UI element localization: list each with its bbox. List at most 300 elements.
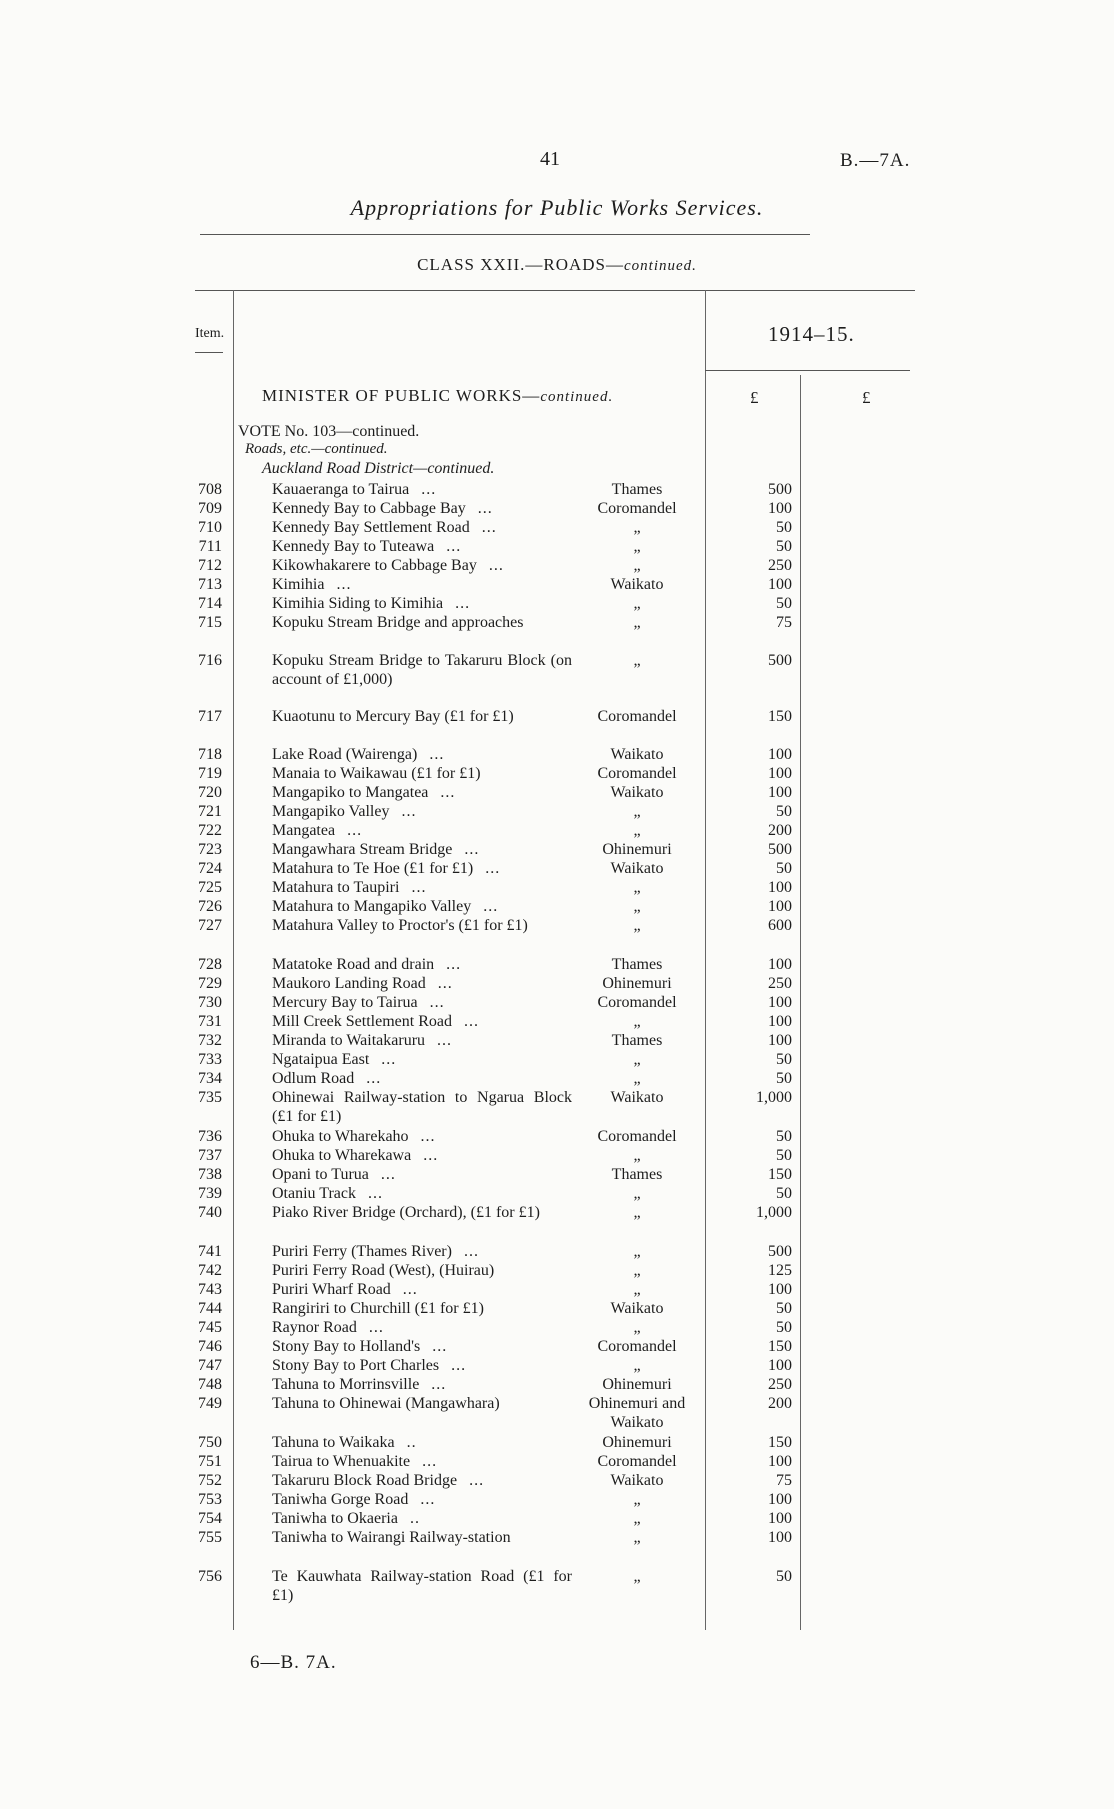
item-amount: 50 (776, 595, 792, 612)
item-description (272, 916, 572, 935)
item-number: 746 (198, 1338, 222, 1355)
class-heading-cont: continued. (624, 258, 697, 274)
item-number: 731 (198, 1013, 222, 1030)
item-amount: 100 (768, 500, 792, 517)
item-description (272, 1012, 572, 1031)
item-number: 745 (198, 1319, 222, 1336)
item-description (272, 955, 572, 974)
item-description-text: Matahura Valley to Proctor's (£1 for £1) (272, 917, 528, 934)
item-amount: 100 (768, 746, 792, 763)
item-district: Coromandel (597, 1453, 677, 1470)
item-district: „ (633, 1319, 641, 1336)
item-description-text: Kikowhakarere to Cabbage Bay (272, 557, 477, 574)
leader-dots: ... (485, 860, 501, 877)
item-district: „ (633, 614, 641, 631)
item-amount: 100 (768, 784, 792, 801)
item-description (272, 859, 572, 878)
item-number: 720 (198, 784, 222, 801)
item-amount: 50 (776, 1319, 792, 1336)
item-district: Waikato (610, 784, 664, 801)
item-description-text: Kimihia Siding to Kimihia (272, 595, 444, 612)
leader-dots: ... (477, 500, 493, 517)
item-district: „ (633, 1491, 641, 1508)
item-amount: 250 (768, 1376, 792, 1393)
item-description (272, 1471, 572, 1490)
item-description-text: Stony Bay to Holland's (272, 1338, 421, 1355)
item-number: 710 (198, 519, 222, 536)
leader-dots: ... (451, 1357, 467, 1374)
item-district: „ (633, 1510, 641, 1527)
item-district: Ohinemuri (602, 975, 672, 992)
item-description-text: Stony Bay to Port Charles (272, 1357, 440, 1374)
item-district: „ (633, 652, 641, 669)
item-number: 727 (198, 917, 222, 934)
item-description-text: Mangatea (272, 822, 336, 839)
item-description-text: Tahuna to Ohinewai (Mangawhara) (272, 1395, 500, 1412)
item-district: „ (633, 1070, 641, 1087)
item-district: Ohinemuri and Waikato (588, 1395, 686, 1431)
item-number: 713 (198, 576, 222, 593)
item-description-text: Puriri Ferry Road (West), (Huirau) (272, 1262, 495, 1279)
item-district: Ohinemuri (602, 1376, 672, 1393)
item-number: 716 (198, 652, 222, 669)
item-description-text: Piako River Bridge (Orchard), (£1 for £1) (272, 1204, 540, 1221)
item-district: Coromandel (597, 708, 677, 725)
item-description-text: Mangapiko Valley (272, 803, 390, 820)
divider-year (705, 370, 910, 371)
item-district: „ (633, 557, 641, 574)
item-amount: 100 (768, 1357, 792, 1374)
item-amount: 50 (776, 1300, 792, 1317)
item-description (272, 840, 572, 859)
item-district: Ohinemuri (602, 1434, 672, 1451)
divider-item (195, 352, 223, 353)
vote-heading: VOTE No. 103—continued. (238, 423, 420, 440)
item-description-text: Puriri Wharf Road (272, 1281, 391, 1298)
item-description (272, 594, 572, 613)
item-amount: 150 (768, 1434, 792, 1451)
district-heading: Auckland Road District—continued. (262, 460, 495, 477)
item-description (272, 1509, 572, 1528)
item-description-text: Odlum Road (272, 1070, 355, 1087)
column-rule-amount (800, 375, 801, 1630)
item-description (272, 1299, 572, 1318)
item-number: 756 (198, 1568, 222, 1585)
item-description-text: Taniwha to Okaeria (272, 1510, 398, 1527)
column-rule-item (233, 290, 234, 1630)
item-description-text: Te Kauwhata Railway-station Road (£1 for £1) (272, 1568, 572, 1604)
item-amount: 50 (776, 1128, 792, 1145)
item-description (272, 1280, 572, 1299)
pound-sign-col1: £ (750, 388, 759, 407)
item-amount: 50 (776, 1185, 792, 1202)
item-description-text: Takaruru Block Road Bridge (272, 1472, 458, 1489)
leader-dots: ... (431, 1376, 447, 1393)
item-district: Coromandel (597, 1128, 677, 1145)
item-description-text: Mercury Bay to Tairua (272, 994, 418, 1011)
leader-dots: ... (380, 1166, 396, 1183)
item-description (272, 1088, 572, 1126)
item-description-text: Taniwha Gorge Road (272, 1491, 409, 1508)
item-amount: 50 (776, 860, 792, 877)
item-description-text: Lake Road (Wairenga) (272, 746, 418, 763)
item-amount: 1,000 (756, 1204, 792, 1221)
item-amount: 125 (768, 1262, 792, 1279)
item-description (272, 1433, 572, 1452)
item-description-text: Kauaeranga to Tairua (272, 481, 410, 498)
leader-dots: .. (406, 1434, 417, 1451)
item-description (272, 1318, 572, 1337)
item-description (272, 1356, 572, 1375)
item-description (272, 1165, 572, 1184)
item-amount: 100 (768, 1510, 792, 1527)
item-district: Waikato (610, 1300, 664, 1317)
item-district: „ (633, 1051, 641, 1068)
item-description (272, 1337, 572, 1356)
item-amount: 50 (776, 1051, 792, 1068)
leader-dots: ... (455, 595, 471, 612)
item-amount: 100 (768, 1281, 792, 1298)
item-district: Waikato (610, 860, 664, 877)
item-amount: 100 (768, 1491, 792, 1508)
item-district: „ (633, 1204, 641, 1221)
item-column-header: Item. (195, 326, 225, 341)
leader-dots: ... (420, 1491, 436, 1508)
item-number: 749 (198, 1395, 222, 1412)
item-description (272, 974, 572, 993)
item-amount: 250 (768, 557, 792, 574)
item-description-text: Rangiriri to Churchill (£1 for £1) (272, 1300, 484, 1317)
item-district: Waikato (610, 1472, 664, 1489)
item-description-text: Matahura to Mangapiko Valley (272, 898, 472, 915)
item-description (272, 575, 572, 594)
item-description (272, 802, 572, 821)
item-description (272, 1031, 572, 1050)
item-district: „ (633, 519, 641, 536)
item-number: 752 (198, 1472, 222, 1489)
leader-dots: ... (347, 822, 363, 839)
item-description-text: Matatoke Road and drain (272, 956, 435, 973)
item-amount: 100 (768, 1013, 792, 1030)
leader-dots: ... (437, 1032, 453, 1049)
leader-dots: ... (420, 1128, 436, 1145)
item-amount: 150 (768, 1166, 792, 1183)
item-description-text: Matahura to Taupiri (272, 879, 400, 896)
item-amount: 100 (768, 994, 792, 1011)
item-amount: 100 (768, 1453, 792, 1470)
item-district: Coromandel (597, 500, 677, 517)
item-district: Coromandel (597, 1338, 677, 1355)
leader-dots: ... (336, 576, 352, 593)
roads-heading: Roads, etc.—continued. (245, 441, 388, 457)
item-number: 719 (198, 765, 222, 782)
leader-dots: ... (411, 879, 427, 896)
item-district: „ (633, 1357, 641, 1374)
leader-dots: ... (423, 1147, 439, 1164)
item-amount: 150 (768, 1338, 792, 1355)
item-number: 714 (198, 595, 222, 612)
item-district: „ (633, 1568, 641, 1585)
item-description (272, 1261, 572, 1280)
item-district: „ (633, 1147, 641, 1164)
leader-dots: ... (463, 1013, 479, 1030)
item-description (272, 897, 572, 916)
item-description-text: Ohuka to Wharekawa (272, 1147, 412, 1164)
item-description (272, 1069, 572, 1088)
leader-dots: ... (481, 519, 497, 536)
page-title: Appropriations for Public Works Services. (350, 195, 764, 220)
leader-dots: ... (446, 956, 462, 973)
item-description (272, 993, 572, 1012)
leader-dots: ... (368, 1319, 384, 1336)
item-district: Thames (611, 1032, 663, 1049)
leader-dots: ... (446, 538, 462, 555)
item-district: „ (633, 917, 641, 934)
item-amount: 150 (768, 708, 792, 725)
item-description (272, 1146, 572, 1165)
item-district: „ (633, 1262, 641, 1279)
item-amount: 200 (768, 822, 792, 839)
item-number: 715 (198, 614, 222, 631)
item-number: 743 (198, 1281, 222, 1298)
leader-dots: ... (429, 994, 445, 1011)
item-district: Thames (611, 1166, 663, 1183)
item-number: 755 (198, 1529, 222, 1546)
item-description (272, 878, 572, 897)
item-district: Thames (611, 481, 663, 498)
item-description-text: Matahura to Te Hoe (£1 for £1) (272, 860, 474, 877)
item-description (272, 1490, 572, 1509)
leader-dots: ... (422, 1453, 438, 1470)
item-number: 741 (198, 1243, 222, 1260)
item-description-text: Tairua to Whenuakite (272, 1453, 411, 1470)
item-description-text: Ohuka to Wharekaho (272, 1128, 409, 1145)
leader-dots: ... (440, 784, 456, 801)
item-description (272, 707, 572, 726)
item-amount: 100 (768, 1032, 792, 1049)
item-description (272, 745, 572, 764)
item-number: 754 (198, 1510, 222, 1527)
item-description-text: Tahuna to Waikaka (272, 1434, 395, 1451)
item-district: „ (633, 1013, 641, 1030)
class-heading (0, 255, 1114, 275)
item-district: Waikato (610, 746, 664, 763)
divider-title (200, 234, 810, 235)
item-amount: 50 (776, 1147, 792, 1164)
item-number: 721 (198, 803, 222, 820)
item-amount: 75 (776, 1472, 792, 1489)
item-number: 739 (198, 1185, 222, 1202)
item-amount: 75 (776, 614, 792, 631)
item-amount: 100 (768, 879, 792, 896)
item-amount: 100 (768, 1529, 792, 1546)
item-description-text: Taniwha to Wairangi Railway-station (272, 1529, 511, 1546)
item-description-text: Tahuna to Morrinsville (272, 1376, 420, 1393)
item-district: „ (633, 898, 641, 915)
item-number: 750 (198, 1434, 222, 1451)
item-amount: 50 (776, 1568, 792, 1585)
item-district: Waikato (610, 576, 664, 593)
leader-dots: ... (366, 1070, 382, 1087)
item-description-text: Kennedy Bay Settlement Road (272, 519, 470, 536)
item-description-text: Mangawhara Stream Bridge (272, 841, 453, 858)
item-number: 736 (198, 1128, 222, 1145)
item-district: „ (633, 822, 641, 839)
item-description-text: Ngataipua East (272, 1051, 370, 1068)
item-amount: 100 (768, 576, 792, 593)
item-number: 730 (198, 994, 222, 1011)
pound-sign-col2: £ (862, 388, 871, 407)
page-number: 41 (540, 148, 560, 170)
item-description (272, 1242, 572, 1261)
item-description-text: Kimihia (272, 576, 325, 593)
leader-dots: ... (368, 1185, 383, 1202)
leader-dots: ... (421, 481, 437, 498)
page-footer: 6—B. 7A. (250, 1652, 337, 1673)
item-number: 735 (198, 1089, 222, 1106)
item-amount: 100 (768, 956, 792, 973)
item-number: 740 (198, 1204, 222, 1221)
item-amount: 1,000 (756, 1089, 792, 1106)
item-district: Ohinemuri (602, 841, 672, 858)
item-district: Thames (611, 956, 663, 973)
item-description (272, 1528, 572, 1547)
leader-dots: .. (409, 1510, 420, 1527)
item-district: „ (633, 595, 641, 612)
item-description (272, 1184, 572, 1203)
item-amount: 50 (776, 538, 792, 555)
item-number: 732 (198, 1032, 222, 1049)
item-district: „ (633, 803, 641, 820)
item-description (272, 1567, 572, 1605)
item-description (272, 821, 572, 840)
leader-dots: ... (437, 975, 453, 992)
item-description (272, 1452, 572, 1471)
item-amount: 50 (776, 1070, 792, 1087)
item-description (272, 499, 572, 518)
divider-table-top (195, 290, 915, 291)
item-description (272, 1050, 572, 1069)
item-description (272, 783, 572, 802)
year-column-header: 1914–15. (768, 322, 855, 346)
item-amount: 500 (768, 841, 792, 858)
item-number: 724 (198, 860, 222, 877)
item-district: Waikato (610, 1089, 664, 1106)
item-description (272, 1203, 572, 1222)
item-description-text: Ohinewai Railway-station to Ngarua Block (£1 for £1) (272, 1089, 572, 1125)
item-amount: 100 (768, 765, 792, 782)
minister-heading-cont: continued. (540, 389, 614, 405)
leader-dots: ... (488, 557, 504, 574)
item-number: 726 (198, 898, 222, 915)
item-district: „ (633, 1529, 641, 1546)
item-description-text: Opani to Turua (272, 1166, 369, 1183)
item-district: „ (633, 1243, 641, 1260)
item-description-text: Kennedy Bay to Cabbage Bay (272, 500, 466, 517)
item-district: Coromandel (597, 994, 677, 1011)
item-number: 748 (198, 1376, 222, 1393)
item-amount: 500 (768, 1243, 792, 1260)
item-number: 725 (198, 879, 222, 896)
item-number: 729 (198, 975, 222, 992)
item-amount: 50 (776, 519, 792, 536)
item-description-text: Miranda to Waitakaruru (272, 1032, 426, 1049)
document-reference: B.—7A. (840, 150, 911, 171)
item-description-text: Kennedy Bay to Tuteawa (272, 538, 435, 555)
item-district: „ (633, 879, 641, 896)
item-description (272, 556, 572, 575)
item-number: 747 (198, 1357, 222, 1374)
item-description-text: Kopuku Stream Bridge to Takaruru Block (on account of £1,000) (272, 652, 572, 688)
item-number: 718 (198, 746, 222, 763)
item-description (272, 480, 572, 499)
item-number: 744 (198, 1300, 222, 1317)
item-description-text: Otaniu Track (272, 1185, 356, 1202)
item-number: 709 (198, 500, 222, 517)
item-description (272, 1127, 572, 1146)
item-district: „ (633, 538, 641, 555)
item-district: Coromandel (597, 765, 677, 782)
item-description-text: Kuaotunu to Mercury Bay (£1 for £1) (272, 708, 514, 725)
item-amount: 500 (768, 481, 792, 498)
item-description-text: Kopuku Stream Bridge and approaches (272, 614, 524, 631)
column-rule-district (705, 290, 706, 1630)
item-amount: 500 (768, 652, 792, 669)
item-amount: 100 (768, 898, 792, 915)
leader-dots: ... (432, 1338, 448, 1355)
item-district: „ (633, 1185, 641, 1202)
leader-dots: ... (381, 1051, 397, 1068)
item-amount: 600 (768, 917, 792, 934)
item-amount: 200 (768, 1395, 792, 1412)
item-number: 722 (198, 822, 222, 839)
item-number: 712 (198, 557, 222, 574)
item-description (272, 613, 572, 632)
class-heading-main: CLASS XXII.—ROADS— (417, 255, 624, 274)
item-number: 734 (198, 1070, 222, 1087)
item-description-text: Maukoro Landing Road (272, 975, 426, 992)
item-amount: 250 (768, 975, 792, 992)
item-number: 728 (198, 956, 222, 973)
item-number: 738 (198, 1166, 222, 1183)
item-number: 723 (198, 841, 222, 858)
item-description (272, 764, 572, 783)
item-description-text: Mangapiko to Mangatea (272, 784, 429, 801)
item-description-text: Manaia to Waikawau (£1 for £1) (272, 765, 481, 782)
leader-dots: ... (464, 841, 480, 858)
item-description (272, 1394, 572, 1413)
item-description (272, 1375, 572, 1394)
minister-heading-main: MINISTER OF PUBLIC WORKS— (262, 386, 541, 405)
item-number: 737 (198, 1147, 222, 1164)
leader-dots: ... (429, 746, 445, 763)
leader-dots: ... (463, 1243, 479, 1260)
leader-dots: ... (402, 1281, 418, 1298)
item-number: 742 (198, 1262, 222, 1279)
item-number: 708 (198, 481, 222, 498)
item-district: „ (633, 1281, 641, 1298)
item-description-text: Puriri Ferry (Thames River) (272, 1243, 452, 1260)
item-description-text: Mill Creek Settlement Road (272, 1013, 452, 1030)
item-number: 751 (198, 1453, 222, 1470)
item-description-text: Raynor Road (272, 1319, 357, 1336)
minister-heading (262, 386, 613, 406)
leader-dots: ... (469, 1472, 485, 1489)
item-number: 753 (198, 1491, 222, 1508)
item-number: 711 (198, 538, 222, 555)
item-description (272, 651, 572, 689)
item-number: 717 (198, 708, 222, 725)
